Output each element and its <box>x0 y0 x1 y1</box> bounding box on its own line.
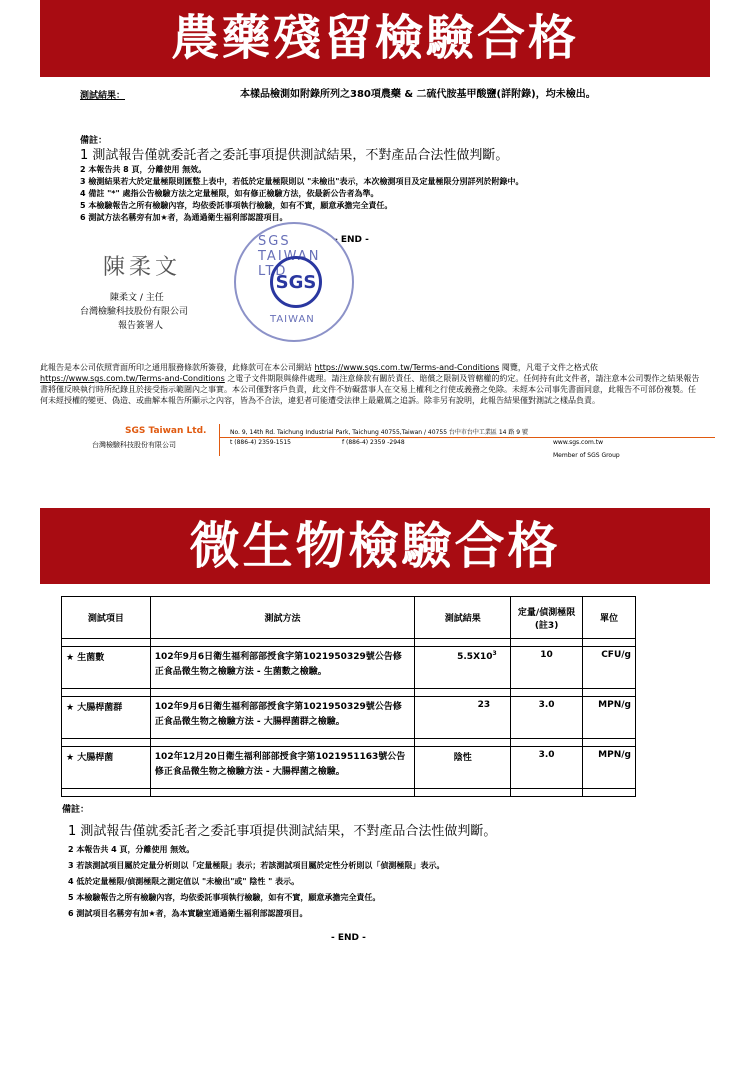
header-unit: 單位 <box>583 597 636 639</box>
result-exponent: 3 <box>492 650 497 657</box>
cell-limit: 3.0 <box>511 747 583 789</box>
signer-company: 台灣檢驗科技股份有限公司 <box>80 307 189 317</box>
footer-web[interactable]: www.sgs.com.tw <box>553 439 604 446</box>
stamp-bottom-text: TAIWAN <box>270 314 315 325</box>
footer-address: No. 9, 14th Rd. Taichung Industrial Park, Taichung 40755,Taiwan / 40755 台中市台中工業區 14 路 9 號 <box>230 429 529 436</box>
pesticide-title: 農藥殘留檢驗合格 <box>170 10 579 66</box>
cell-result: 陰性 <box>415 747 511 789</box>
cell-unit: MPN/g <box>583 697 636 739</box>
note-item: 5 本檢驗報告之所有檢驗內容，均依委託事項執行檢驗，如有不實，願意承擔完全責任。 <box>68 893 381 902</box>
sgs-logo: SGS <box>270 256 322 308</box>
note-item: 2 本報告共 8 頁，分離使用 無效。 <box>80 165 207 174</box>
footer-fax: f (886-4) 2359 -2948 <box>342 439 405 446</box>
terms-link-1[interactable]: https://www.sgs.com.tw/Terms-and-Conditions <box>314 363 500 372</box>
result-label: 測試結果： <box>80 91 126 101</box>
header-method: 測試方法 <box>150 597 414 639</box>
note-item: 1 測試報告僅就委託者之委託事項提供測試結果，不對產品合法性做判斷。 <box>68 824 497 839</box>
disclaimer <box>40 362 700 406</box>
end-mark-1: - END - <box>334 235 369 245</box>
note-item: 3 若該測試項目屬於定量分析則以「定量極限」表示；若該測試項目屬於定性分析則以「偵測極限」表示。 <box>68 861 445 870</box>
table-header-row <box>62 597 636 639</box>
footer-company-en: SGS Taiwan Ltd. <box>125 426 207 436</box>
end-mark-2: - END - <box>331 933 366 943</box>
footer-company-cn: 台灣檢驗科技股份有限公司 <box>92 441 176 449</box>
cell-result <box>415 647 511 689</box>
table-row <box>62 747 636 789</box>
terms-link-2[interactable]: https://www.sgs.com.tw/Terms-and-Conditions <box>40 374 225 383</box>
cell-item: ★ 大腸桿菌 <box>62 747 151 789</box>
notes-heading: 備註： <box>80 136 108 146</box>
cell-item: ★ 大腸桿菌群 <box>62 697 151 739</box>
cell-item: ★ 生菌數 <box>62 647 151 689</box>
note-item: 4 低於定量極限/偵測極限之測定值以 "未檢出"或" 陰性 " 表示。 <box>68 877 300 886</box>
stamp-top-text: SGS TAIWAN LTD <box>258 234 321 279</box>
note-item: 6 測試項目名稱旁有加★者，為本實驗室通過衛生福利部認證項目。 <box>68 909 308 918</box>
microbe-table <box>61 596 636 797</box>
footer-line <box>219 437 715 438</box>
disclaimer-part1: 此報告是本公司依照背面所印之通用服務條款所簽發，此條款可在本公司網站 <box>40 363 315 372</box>
cell-method: 102年9月6日衛生福利部部授食字第1021950329號公告修正食品微生物之檢驗方法 - 大腸桿菌群之檢驗。 <box>150 697 414 739</box>
notes-heading-2: 備註： <box>62 805 90 815</box>
cell-limit: 3.0 <box>511 697 583 739</box>
header-item: 測試項目 <box>62 597 151 639</box>
result-value: 5.5X10 <box>457 652 493 662</box>
table-row <box>62 647 636 689</box>
disclaimer-part2: 閱覽，凡電子文件之格式依 <box>499 363 598 372</box>
header-result: 測試結果 <box>415 597 511 639</box>
handwritten-signature: 陳柔文 <box>103 255 182 280</box>
pesticide-banner <box>40 0 710 77</box>
note-item: 6 測試方法名稱旁有加★者，為通過衛生福利部認證項目。 <box>80 213 288 222</box>
footer-member: Member of SGS Group <box>553 452 620 459</box>
sgs-stamp <box>234 222 354 342</box>
cell-unit: MPN/g <box>583 747 636 789</box>
result-text: 本樣品檢測如附錄所列之380項農藥 & 二硫代胺基甲酸鹽(詳附錄)，均未檢出。 <box>240 89 596 100</box>
note-item: 4 備註 "*" 處指公告檢驗方法之定量極限，如有修正檢驗方法，依最新公告者為準。 <box>80 189 379 198</box>
footer-divider <box>219 424 220 456</box>
cell-method: 102年12月20日衛生福利部部授食字第1021951163號公告修正食品微生物之檢驗方法 - 大腸桿菌之檢驗。 <box>150 747 414 789</box>
note-item: 5 本檢驗報告之所有檢驗內容，均依委託事項執行檢驗，如有不實，願意承擔完全責任。 <box>80 201 393 210</box>
microbe-banner <box>40 508 710 584</box>
note-item: 2 本報告共 4 頁，分離使用 無效。 <box>68 845 195 854</box>
cell-method: 102年9月6日衛生福利部部授食字第1021950329號公告修正食品微生物之檢驗方法 - 生菌數之檢驗。 <box>150 647 414 689</box>
signer-line: 陳柔文 / 主任 <box>110 293 164 303</box>
cell-result: 23 <box>415 697 511 739</box>
cell-unit: CFU/g <box>583 647 636 689</box>
cell-limit: 10 <box>511 647 583 689</box>
note-item: 1 測試報告僅就委託者之委託事項提供測試結果，不對產品合法性做判斷。 <box>80 148 509 163</box>
microbe-title: 微生物檢驗合格 <box>189 517 561 575</box>
signer-role: 報告簽署人 <box>118 321 164 331</box>
table-row <box>62 697 636 739</box>
footer-tel: t (886-4) 2359-1515 <box>230 439 291 446</box>
header-limit: 定量/偵測極限(註3) <box>511 597 583 639</box>
disclaimer-part3: 之電子文件期限與條件處理。請注意條款有關於責任、賠償之限制及管轄權的約定。任何持有此文件者，請注意本公司製作之結果報告書將僅反映執行時所紀錄且於接受指示範圍內之事實。本公司僅對客戶負責，此文件不妨礙當事人在交易上權利之行使或義務之免除。未經本公司事先書面同意，此報告不可部份複製。任何未經授權的變更、偽造、或曲解本報告所顯示之內容，皆為不合法，違犯者可能遭受法律上最嚴厲之追訴。除非另有說明，此報告結果僅對測試之樣品負責。 <box>40 374 700 405</box>
notes-list-2 <box>68 822 496 922</box>
notes-list-1 <box>80 148 523 224</box>
note-item: 3 檢測結果若大於定量極限則匯整上表中，若低於定量極限則以 "未檢出"表示，本次檢測項目及定量極限分別詳列於附錄中。 <box>80 177 524 186</box>
